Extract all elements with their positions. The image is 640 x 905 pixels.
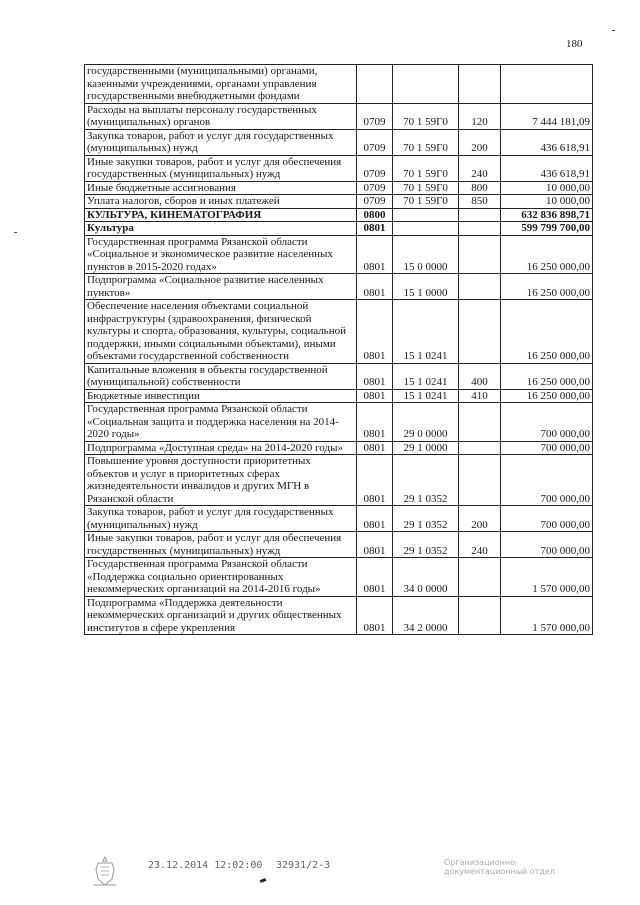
row-csr-cell: 70 1 59Г0 — [393, 195, 459, 209]
row-section-cell: 0801 — [357, 389, 393, 403]
row-name-cell: Обеспечение населения объектами социальной инфраструктуры (здравоохранения, физической культуры и спорта, образования, культуры, социальной поддержки, иными социальными объектами), иными объектами государственной собственности — [85, 300, 357, 364]
table-row — [85, 235, 593, 274]
row-section-cell: 0709 — [357, 129, 393, 155]
row-section-cell: 0801 — [357, 558, 393, 597]
row-sum-cell: 16 250 000,00 — [501, 363, 593, 389]
scan-artifact — [260, 878, 267, 883]
table-row — [85, 363, 593, 389]
row-csr-cell: 15 1 0241 — [393, 300, 459, 364]
table-row — [85, 389, 593, 403]
row-vr-cell — [459, 208, 501, 222]
row-sum-cell: 436 618,91 — [501, 155, 593, 181]
row-name-cell: Культура — [85, 222, 357, 236]
department-stamp-line-2: документационный отдел — [444, 867, 555, 876]
row-section-cell: 0801 — [357, 455, 393, 506]
row-name-cell: Повышение уровня доступности приоритетных объектов и услуг в приоритетных сферах жизнедеятельности инвалидов и других МГН в Рязанской области — [85, 455, 357, 506]
table-row — [85, 208, 593, 222]
row-vr-cell — [459, 274, 501, 300]
row-csr-cell: 15 1 0241 — [393, 389, 459, 403]
row-section-cell: 0801 — [357, 235, 393, 274]
table-row — [85, 129, 593, 155]
row-csr-cell: 29 1 0352 — [393, 532, 459, 558]
row-section-cell: 0709 — [357, 155, 393, 181]
registration-timestamp: 23.12.2014 12:02:00 — [148, 860, 263, 871]
coat-of-arms-seal-icon — [92, 855, 118, 892]
table-row — [85, 506, 593, 532]
row-sum-cell: 700 000,00 — [501, 532, 593, 558]
page-number: 180 — [566, 38, 583, 50]
row-section-cell — [357, 65, 393, 104]
row-name-cell: Закупка товаров, работ и услуг для государственных (муниципальных) нужд — [85, 129, 357, 155]
row-section-cell: 0801 — [357, 222, 393, 236]
department-stamp — [444, 858, 555, 876]
row-vr-cell — [459, 235, 501, 274]
row-vr-cell — [459, 222, 501, 236]
row-csr-cell: 15 0 0000 — [393, 235, 459, 274]
row-csr-cell: 34 0 0000 — [393, 558, 459, 597]
row-sum-cell: 700 000,00 — [501, 455, 593, 506]
table-row — [85, 403, 593, 442]
row-name-cell: Расходы на выплаты персоналу государственных (муниципальных) органов — [85, 103, 357, 129]
row-csr-cell — [393, 65, 459, 104]
row-vr-cell: 240 — [459, 532, 501, 558]
row-csr-cell: 29 1 0352 — [393, 455, 459, 506]
row-vr-cell: 850 — [459, 195, 501, 209]
table-row — [85, 300, 593, 364]
row-vr-cell — [459, 441, 501, 455]
row-sum-cell: 1 570 000,00 — [501, 558, 593, 597]
table-row — [85, 195, 593, 209]
row-section-cell: 0801 — [357, 363, 393, 389]
row-vr-cell — [459, 558, 501, 597]
row-vr-cell: 120 — [459, 103, 501, 129]
row-vr-cell — [459, 403, 501, 442]
row-section-cell: 0801 — [357, 300, 393, 364]
row-vr-cell — [459, 300, 501, 364]
row-name-cell: Бюджетные инвестиции — [85, 389, 357, 403]
row-section-cell: 0801 — [357, 532, 393, 558]
budget-table — [84, 64, 593, 635]
row-vr-cell: 200 — [459, 129, 501, 155]
row-sum-cell: 16 250 000,00 — [501, 300, 593, 364]
table-row — [85, 596, 593, 635]
row-name-cell: Уплата налогов, сборов и иных платежей — [85, 195, 357, 209]
row-section-cell: 0800 — [357, 208, 393, 222]
table-row — [85, 181, 593, 195]
row-name-cell: Государственная программа Рязанской области «Поддержка социально ориентированных некоммерческих организаций на 2014-2016 годы» — [85, 558, 357, 597]
row-csr-cell — [393, 222, 459, 236]
row-csr-cell: 70 1 59Г0 — [393, 103, 459, 129]
row-sum-cell: 632 836 898,71 — [501, 208, 593, 222]
table-row — [85, 441, 593, 455]
row-sum-cell: 10 000,00 — [501, 195, 593, 209]
row-vr-cell: 240 — [459, 155, 501, 181]
row-section-cell: 0801 — [357, 596, 393, 635]
row-name-cell: Подпрограмма «Социальное развитие населенных пунктов» — [85, 274, 357, 300]
table-row — [85, 558, 593, 597]
row-name-cell: Подпрограмма «Поддержка деятельности некоммерческих организаций и других общественных институтов в сфере укрепления — [85, 596, 357, 635]
scan-artifact — [14, 232, 17, 233]
row-sum-cell: 16 250 000,00 — [501, 274, 593, 300]
row-vr-cell: 410 — [459, 389, 501, 403]
row-vr-cell: 400 — [459, 363, 501, 389]
table-row — [85, 65, 593, 104]
row-csr-cell: 15 1 0000 — [393, 274, 459, 300]
row-vr-cell: 200 — [459, 506, 501, 532]
row-sum-cell: 436 618,91 — [501, 129, 593, 155]
row-sum-cell: 1 570 000,00 — [501, 596, 593, 635]
department-stamp-line-1: Организационно- — [444, 858, 518, 867]
row-sum-cell: 599 799 700,00 — [501, 222, 593, 236]
row-csr-cell: 15 1 0241 — [393, 363, 459, 389]
row-name-cell: Закупка товаров, работ и услуг для государственных (муниципальных) нужд — [85, 506, 357, 532]
row-csr-cell: 70 1 59Г0 — [393, 129, 459, 155]
row-section-cell: 0709 — [357, 195, 393, 209]
row-sum-cell: 10 000,00 — [501, 181, 593, 195]
row-csr-cell — [393, 208, 459, 222]
row-section-cell: 0801 — [357, 441, 393, 455]
row-sum-cell: 700 000,00 — [501, 403, 593, 442]
registration-number: 32931/2-3 — [276, 860, 331, 871]
row-sum-cell: 16 250 000,00 — [501, 235, 593, 274]
row-sum-cell: 700 000,00 — [501, 506, 593, 532]
table-row — [85, 222, 593, 236]
row-section-cell: 0709 — [357, 181, 393, 195]
row-csr-cell: 70 1 59Г0 — [393, 181, 459, 195]
row-csr-cell: 34 2 0000 — [393, 596, 459, 635]
row-name-cell: Капитальные вложения в объекты государственной (муниципальной) собственности — [85, 363, 357, 389]
table-row — [85, 455, 593, 506]
row-name-cell: Иные закупки товаров, работ и услуг для обеспечения государственных (муниципальных) нужд — [85, 532, 357, 558]
row-section-cell: 0801 — [357, 506, 393, 532]
row-vr-cell — [459, 455, 501, 506]
row-section-cell: 0801 — [357, 403, 393, 442]
table-row — [85, 155, 593, 181]
table-row — [85, 274, 593, 300]
row-csr-cell: 29 0 0000 — [393, 403, 459, 442]
row-vr-cell — [459, 596, 501, 635]
row-csr-cell: 29 1 0000 — [393, 441, 459, 455]
row-name-cell: Государственная программа Рязанской области «Социальная защита и поддержка населения на 2014-2020 годы» — [85, 403, 357, 442]
row-section-cell: 0801 — [357, 274, 393, 300]
row-vr-cell: 800 — [459, 181, 501, 195]
row-sum-cell — [501, 65, 593, 104]
row-csr-cell: 70 1 59Г0 — [393, 155, 459, 181]
row-section-cell: 0709 — [357, 103, 393, 129]
row-csr-cell: 29 1 0352 — [393, 506, 459, 532]
row-name-cell: КУЛЬТУРА, КИНЕМАТОГРАФИЯ — [85, 208, 357, 222]
row-name-cell: государственными (муниципальными) органами, казенными учреждениями, органами управления государственными внебюджетными фондами — [85, 65, 357, 104]
row-vr-cell — [459, 65, 501, 104]
row-sum-cell: 700 000,00 — [501, 441, 593, 455]
table-row — [85, 103, 593, 129]
row-sum-cell: 16 250 000,00 — [501, 389, 593, 403]
table-row — [85, 532, 593, 558]
scan-artifact — [612, 30, 615, 31]
row-name-cell: Иные бюджетные ассигнования — [85, 181, 357, 195]
row-name-cell: Подпрограмма «Доступная среда» на 2014-2020 годы» — [85, 441, 357, 455]
row-sum-cell: 7 444 181,09 — [501, 103, 593, 129]
row-name-cell: Иные закупки товаров, работ и услуг для обеспечения государственных (муниципальных) нужд — [85, 155, 357, 181]
row-name-cell: Государственная программа Рязанской области «Социальное и экономическое развитие населенных пунктов в 2015-2020 годах» — [85, 235, 357, 274]
